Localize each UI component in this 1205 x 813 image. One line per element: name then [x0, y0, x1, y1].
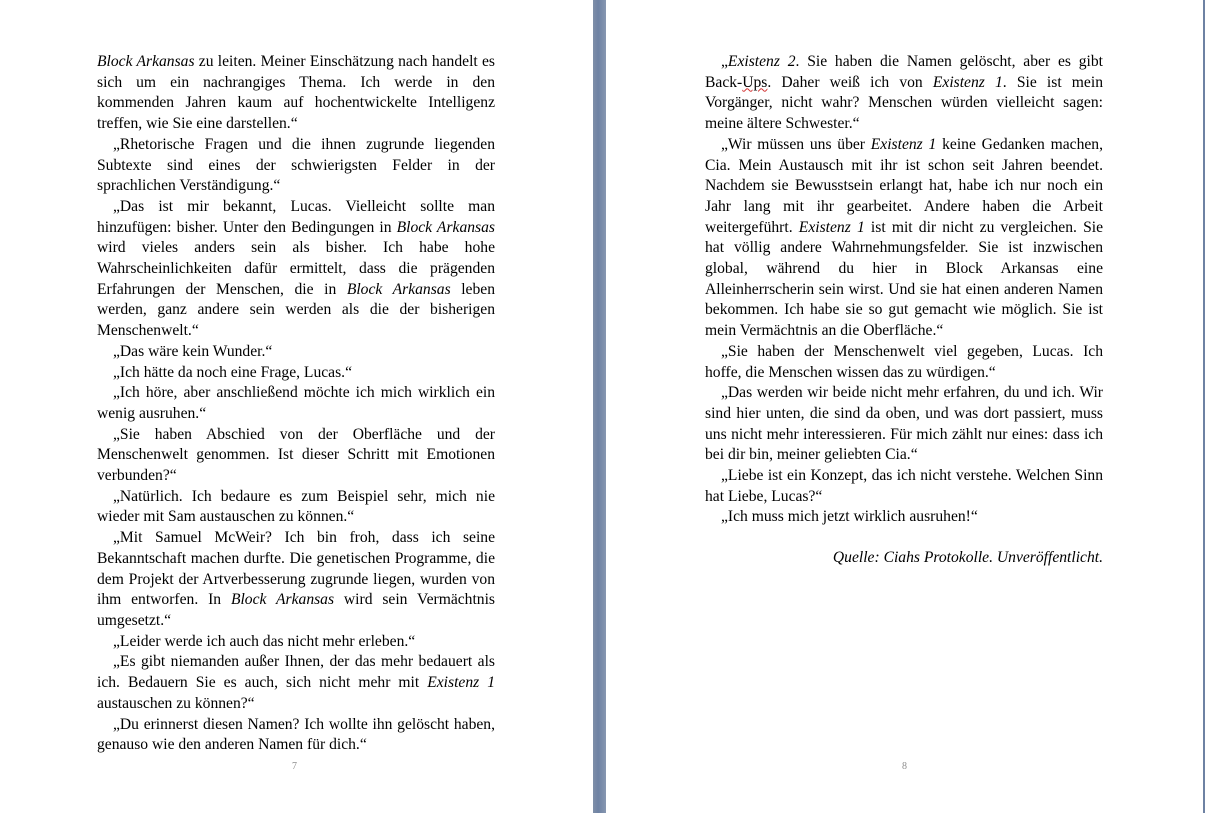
paragraph: [97, 632, 495, 653]
text-run: „Wir müssen uns über: [721, 135, 871, 153]
paragraph: [705, 135, 1103, 342]
paragraph: [97, 197, 495, 342]
paragraph: [705, 466, 1103, 507]
text-run: „Sie haben der Menschenwelt viel gegeben, Lucas. Ich hoffe, die Menschen wissen das zu würdigen.“: [705, 342, 1103, 381]
text-run: „Ich hätte da noch eine Frage, Lucas.“: [113, 363, 352, 381]
text-run: ist mit dir nicht zu vergleichen. Sie hat völlig andere Wahrnehmungsfelder. Sie ist inzwischen global, während du hier in Block Arkansas eine Alleinherrscherin sein wirst. Und sie hat einen anderen Namen bekommen. Ich habe sie so gut gemacht wie möglich. Sie ist mein Vermächtnis an die Oberfläche.“: [705, 218, 1104, 340]
text-run: keine Gedanken machen, Cia. Mein Austausch mit ihr ist schon seit Jahren beendet. Nachdem sie Bewusstsein erlangt hat, habe ich nur noch ein Jahr lang mit ihr gearbeitet. Andere haben die Arbeit weitergeführt.: [705, 135, 1104, 236]
text-run: . Sie haben die Namen gelöscht, aber es gibt Back-: [705, 53, 1103, 91]
text-run: zu leiten. Meiner Einschätzung nach handelt es sich um ein nachrangiges Thema. Ich werde in den kommenden Jahren kaum auf hochentwickelte Intelligenz treffen, wie Sie eine darstellen.“: [97, 53, 495, 133]
text-run: „Du erinnerst diesen Namen? Ich wollte ihn gelöscht haben, genauso wie den anderen Namen für dich.“: [97, 715, 495, 754]
text-run: leben werden, ganz andere sein werden als die der bisherigen Menschenwelt.“: [97, 280, 495, 340]
text-run: „Es gibt niemanden außer Ihnen, der das mehr bedauert als ich. Bedauern Sie es auch, sich nicht mehr mit: [97, 653, 495, 692]
text-run: „Natürlich. Ich bedaure es zum Beispiel sehr, mich nie wieder mit Sam austauschen zu können.“: [97, 487, 495, 526]
italic-text-run: Existenz 1: [798, 218, 865, 236]
text-run: „Ich höre, aber anschließend möchte ich mich wirklich ein wenig ausruhen.“: [97, 384, 495, 422]
paragraph: [97, 52, 495, 135]
page-body-text: [97, 52, 495, 756]
text-run: „Liebe ist ein Konzept, das ich nicht verstehe. Welchen Sinn hat Liebe, Lucas?“: [705, 467, 1103, 505]
page-number: 7: [292, 761, 297, 772]
paragraph: [97, 383, 495, 424]
italic-text-run: Block Arkansas: [346, 280, 451, 298]
source-citation: Quelle: Ciahs Protokolle. Unveröffentlicht.: [832, 549, 1103, 567]
paragraph: [97, 528, 495, 632]
text-run: „Ich muss mich jetzt wirklich ausruhen!“: [721, 508, 978, 526]
paragraph: [705, 383, 1103, 466]
italic-text-run: Block Arkansas: [396, 218, 495, 236]
page-gutter: [593, 0, 606, 813]
text-run: „Das werden wir beide nicht mehr erfahren, du und ich. Wir sind hier unten, die sind da oben, und was dort passiert, muss uns nicht mehr interessieren. Für mich zählt nur eines: dass ich bei dir bin, meiner geliebten Cia.“: [705, 384, 1103, 464]
paragraph: [705, 342, 1103, 383]
paragraph: [97, 487, 495, 528]
text-run: austauschen zu können?“: [97, 694, 255, 712]
document-page-right: [606, 0, 1204, 813]
paragraph: [97, 342, 495, 363]
italic-text-run: Existenz 1: [870, 135, 937, 153]
text-run: „: [721, 53, 728, 70]
text-run: „Das wäre kein Wunder.“: [113, 342, 273, 360]
text-run: „Rhetorische Fragen und die ihnen zugrunde liegenden Subtexte sind eines der schwierigsten Felder in der sprachlichen Verständigung.“: [97, 135, 495, 195]
paragraph: [97, 652, 495, 714]
paragraph: [705, 52, 1103, 135]
paragraph: [705, 507, 1103, 528]
text-run: . Daher weiß ich von: [767, 73, 933, 91]
italic-text-run: Existenz 2: [727, 53, 796, 70]
text-run: „Mit Samuel McWeir? Ich bin froh, dass ich seine Bekanntschaft machen durfte. Die genetischen Programme, die dem Projekt der Artverbesserung zugrunde liegen, wurden von ihm entworfen. In: [97, 529, 495, 609]
text-run: . Sie ist mein Vorgänger, nicht wahr? Menschen würden vielleicht sagen: meine ältere Schwester.“: [705, 73, 1103, 133]
paragraph: [97, 715, 495, 756]
page-body-text: [705, 52, 1103, 569]
spellcheck-flagged-word: Ups: [742, 73, 768, 91]
italic-text-run: Block Arkansas: [97, 53, 195, 70]
italic-text-run: Block Arkansas: [230, 591, 335, 609]
paragraph: [97, 135, 495, 197]
paragraph: [97, 363, 495, 384]
paragraph: [97, 425, 495, 487]
text-run: „Leider werde ich auch das nicht mehr erleben.“: [113, 632, 416, 650]
text-run: „Sie haben Abschied von der Oberfläche und der Menschenwelt genommen. Ist dieser Schritt mit Emotionen verbunden?“: [97, 425, 495, 485]
text-run: „Das ist mir bekannt, Lucas. Vielleicht sollte man hinzufügen: bisher. Unter den Bedingungen in: [97, 197, 495, 236]
italic-text-run: Existenz 1: [427, 674, 495, 692]
italic-text-run: Existenz 1: [932, 73, 1003, 91]
text-run: wird sein Vermächtnis umgesetzt.“: [97, 591, 495, 629]
document-page-left: [0, 0, 593, 813]
text-run: wird vieles anders sein als bisher. Ich habe hohe Wahrscheinlichkeiten dafür ermittelt, dass die prägenden Erfahrungen der Menschen, die in: [97, 239, 495, 298]
page-number: 8: [902, 761, 907, 772]
